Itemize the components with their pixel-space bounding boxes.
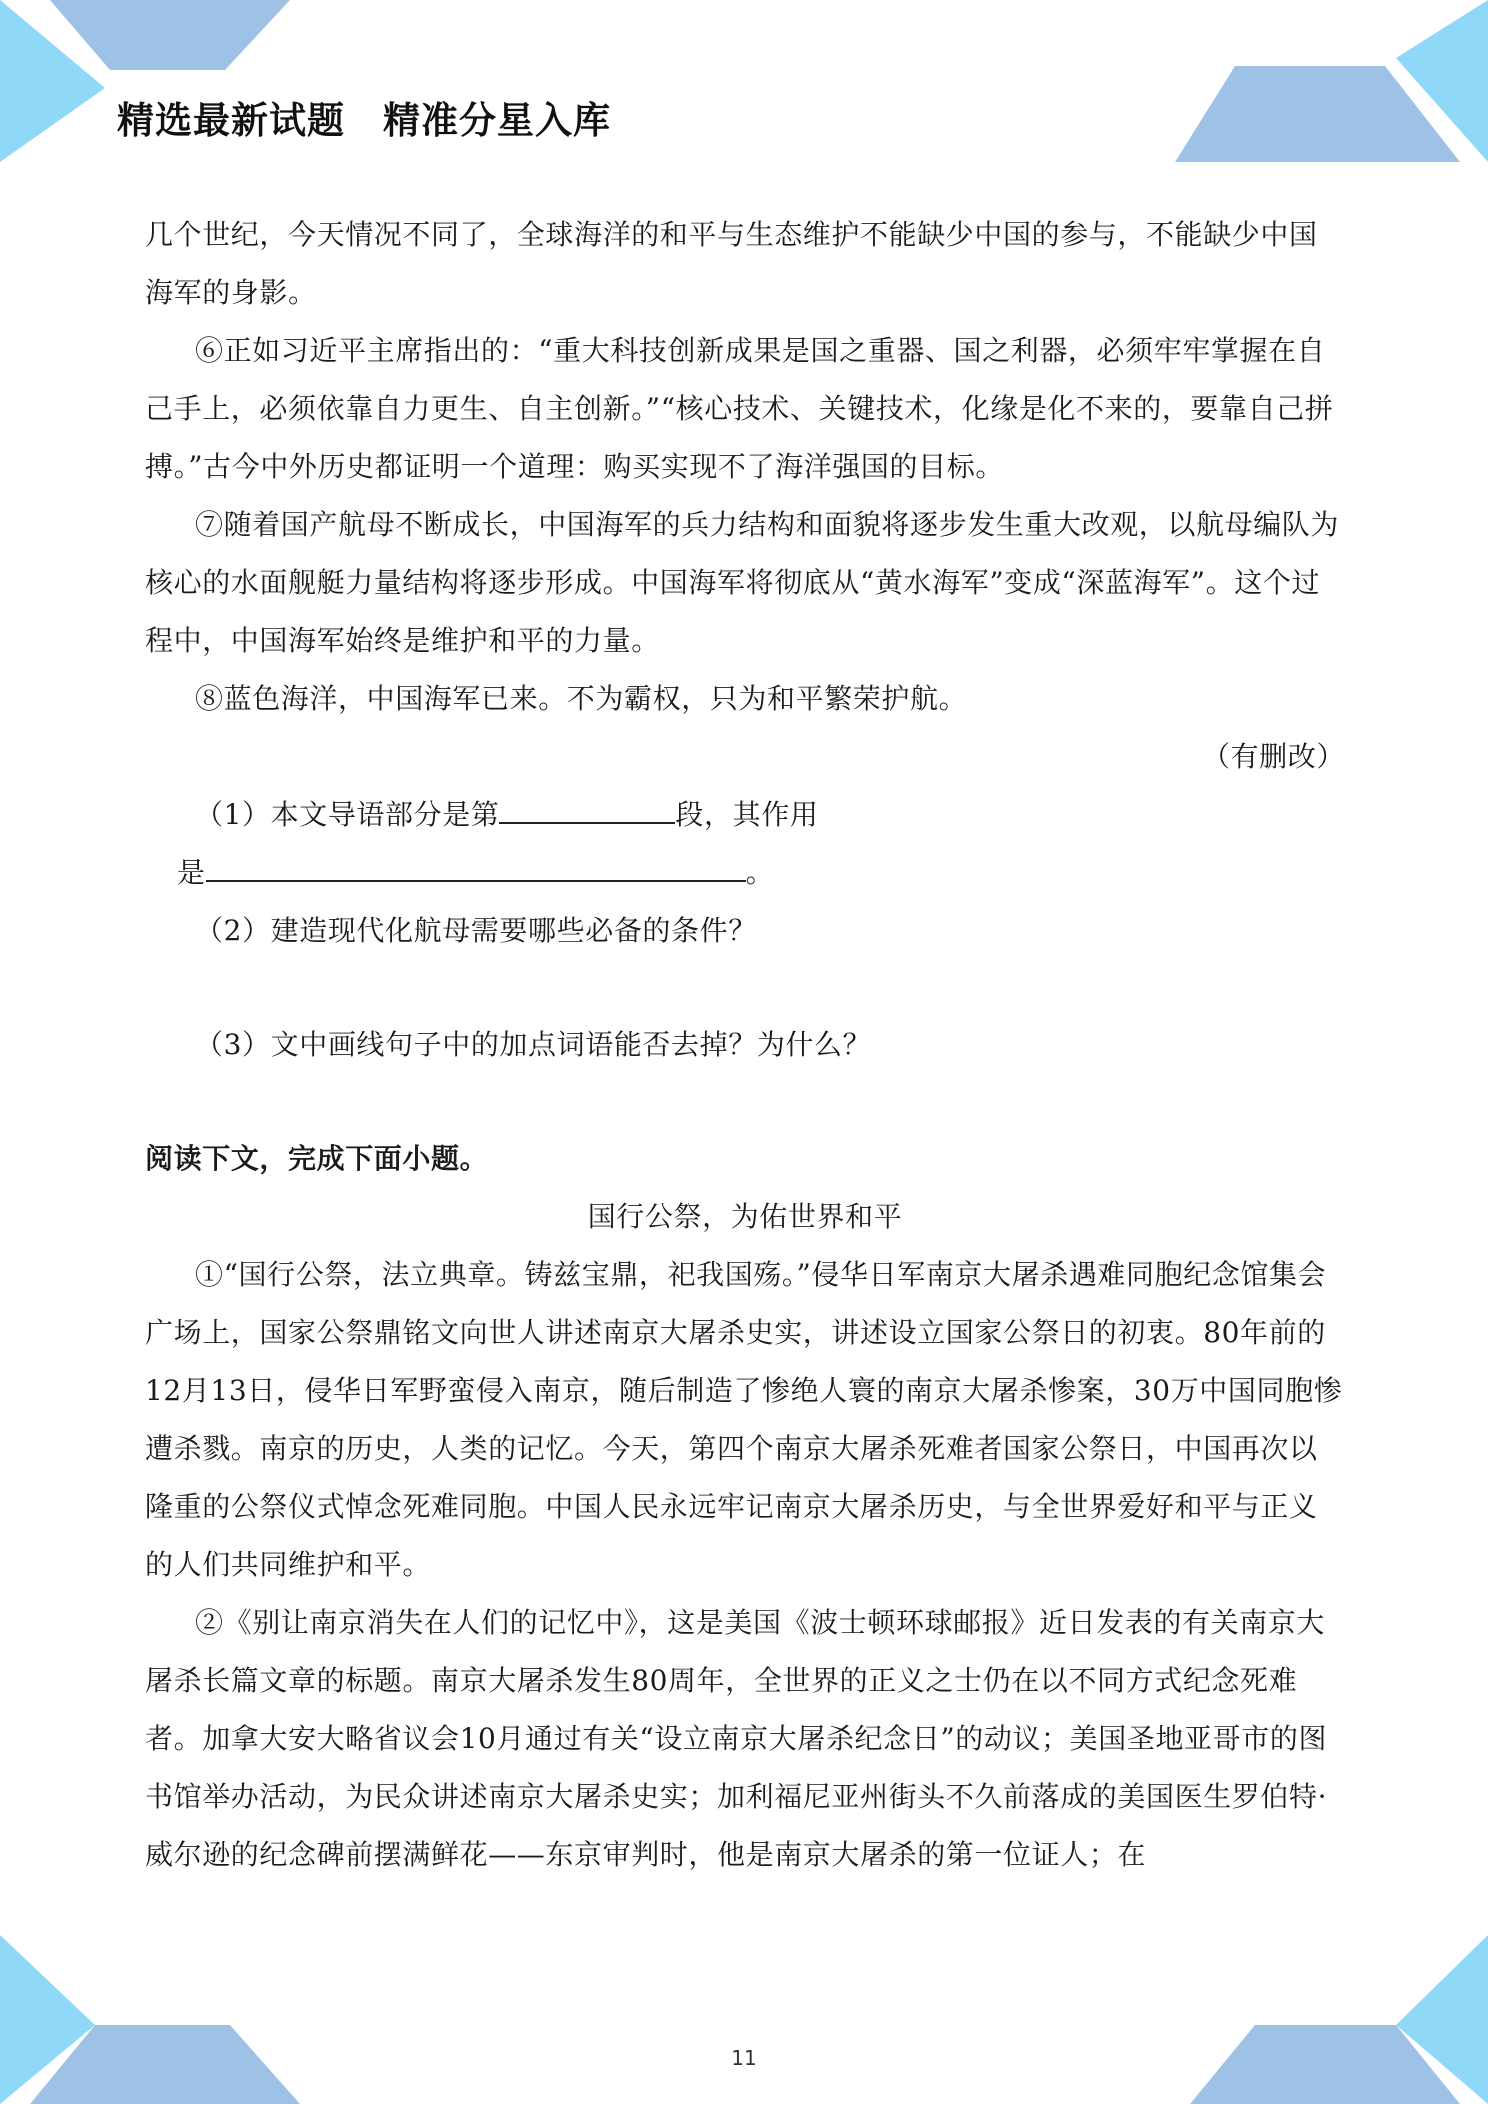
question-3: （3）文中画线句子中的加点词语能否去掉？为什么？ <box>195 1028 872 1061</box>
answer-space-q2 <box>145 960 1345 1016</box>
article-paragraph-1: ①“国行公祭，法立典章。铸兹宝鼎，祀我国殇。”侵华日军南京大屠杀遇难同胞纪念馆集会广场上，国家公祭鼎铭文向世人讲述南京大屠杀史实，讲述设立国家公祭日的初衷。80年前的12月13日，侵华日军野蛮侵入南京，随后制造了惨绝人寰的南京大屠杀惨案，30万中国同胞惨遭杀戮。南京的历史，人类的记忆。今天，第四个南京大屠杀死难者国家公祭日，中国再次以隆重的公祭仪式悼念死难同胞。中国人民永远牢记南京大屠杀历史，与全世界爱好和平与正义的人们共同维护和平。 <box>145 1258 1343 1581</box>
paragraph-5-continued: 几个世纪，今天情况不同了，全球海洋的和平与生态维护不能缺少中国的参与，不能缺少中国海军的身影。 <box>145 218 1318 309</box>
question-1-period: 。 <box>745 856 775 889</box>
header-title: 精选最新试题 精准分星入库 <box>117 99 611 142</box>
page-number: 11 <box>731 2046 757 2070</box>
answer-blank-paragraph-number[interactable] <box>499 792 675 824</box>
article-paragraph-2: ②《别让南京消失在人们的记忆中》，这是美国《波士顿环球邮报》近日发表的有关南京大屠杀长篇文章的标题。南京大屠杀发生80周年，全世界的正义之士仍在以不同方式纪念死难者。加拿大安大略省议会10月通过有关“设立南京大屠杀纪念日”的动议；美国圣地亚哥市的图书馆举办活动，为民众讲述南京大屠杀史实；加利福尼亚州街头不久前落成的美国医生罗伯特·威尔逊的纪念碑前摆满鲜花——东京审判时，他是南京大屠杀的第一位证人；在 <box>145 1606 1328 1871</box>
question-1-text-2: 段，其作用 <box>675 798 819 831</box>
reading-instruction: 阅读下文，完成下面小题。 <box>145 1142 489 1175</box>
paragraph-7: ⑦随着国产航母不断成长，中国海军的兵力结构和面貌将逐步发生重大改观，以航母编队为核心的水面舰艇力量结构将逐步形成。中国海军将彻底从“黄水海军”变成“深蓝海军”。这个过程中，中国海军始终是维护和平的力量。 <box>145 508 1340 657</box>
question-1-text-3: 是 <box>177 856 206 889</box>
question-1 <box>145 786 1345 844</box>
question-2: （2）建造现代化航母需要哪些必备的条件？ <box>195 914 757 947</box>
question-1-text: （1）本文导语部分是第 <box>195 798 500 831</box>
document-body <box>145 206 1345 1884</box>
edit-note: （有删改） <box>1201 740 1345 773</box>
paragraph-6: ⑥正如习近平主席指出的：“重大科技创新成果是国之重器、国之利器，必须牢牢掌握在自己手上，必须依靠自力更生、自主创新。”“核心技术、关键技术，化缘是化不来的，要靠自己拼搏。”古今中外历史都证明一个道理：购买实现不了海洋强国的目标。 <box>145 334 1334 483</box>
article-title: 国行公祭，为佑世界和平 <box>587 1200 903 1233</box>
answer-space-q3 <box>145 1074 1345 1130</box>
paragraph-8: ⑧蓝色海洋，中国海军已来。不为霸权，只为和平繁荣护航。 <box>195 682 968 715</box>
corner-trapezoid-top-left <box>50 0 290 70</box>
question-1-continued <box>145 844 1345 902</box>
answer-blank-function[interactable] <box>206 850 746 882</box>
